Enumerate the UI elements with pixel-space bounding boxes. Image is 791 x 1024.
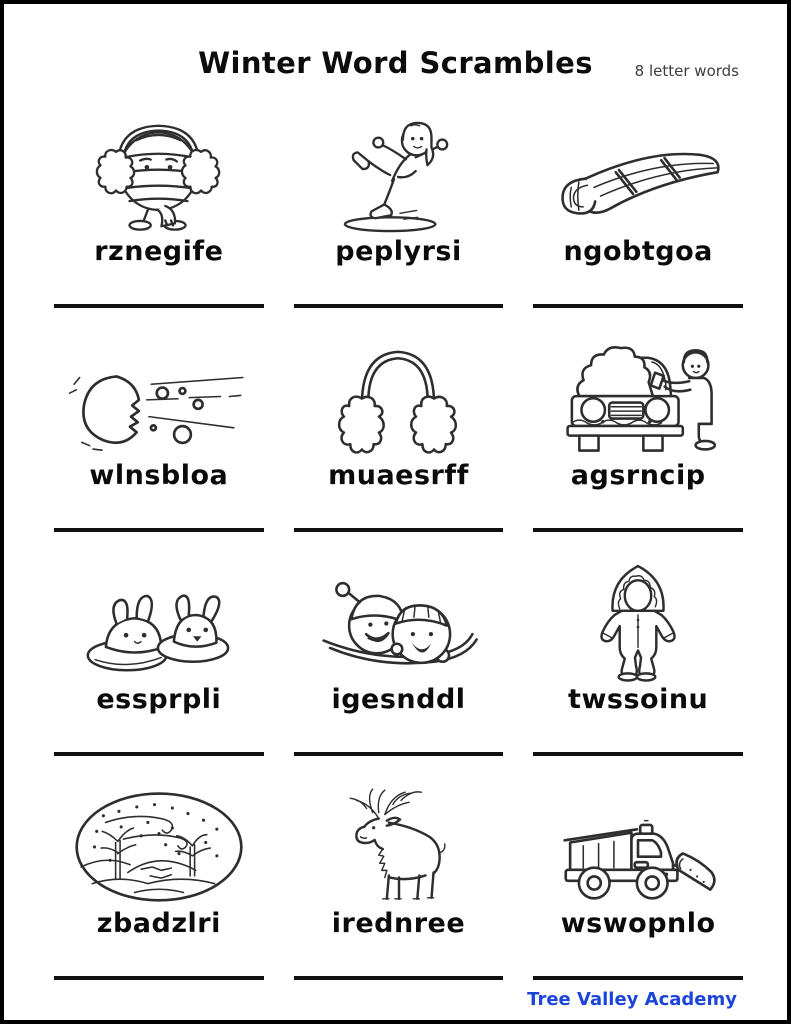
scrambled-word: zbadzlri [96,908,221,939]
snowplow-icon [550,772,726,906]
answer-line [533,976,743,980]
blizzard-icon [70,772,248,906]
scrambled-word: muaesrff [328,460,469,491]
puzzle-grid [4,100,787,996]
snowsuit-icon [577,548,699,682]
scrambled-word: wlnsbloa [89,460,229,491]
scrambled-word: essprpli [96,684,222,715]
freezing-person-icon [86,100,231,234]
slipping-girl-icon [323,100,473,234]
scrambled-word: wswopnlo [560,908,716,939]
puzzle-cell [54,548,264,772]
bunny-slippers-icon [74,548,244,682]
scrambled-word: rznegife [94,236,224,267]
answer-line [533,304,743,308]
answer-line [54,752,264,756]
puzzle-cell [294,100,504,324]
puzzle-cell [533,100,743,324]
answer-line [533,528,743,532]
answer-line [294,304,504,308]
answer-line [294,528,504,532]
answer-line [294,752,504,756]
reindeer-icon [332,772,464,906]
puzzle-cell [533,324,743,548]
puzzle-cell [54,100,264,324]
answer-line [294,976,504,980]
puzzle-cell [294,324,504,548]
scrambled-word: agsrncip [570,460,706,491]
worksheet-header [4,4,787,96]
puzzle-cell [54,772,264,996]
toboggan-icon [546,100,731,234]
puzzle-cell [533,772,743,996]
page-title: Winter Word Scrambles [198,46,593,80]
scrambled-word: irednree [331,908,466,939]
puzzle-cell [533,548,743,772]
answer-line [54,528,264,532]
word-length-note: 8 letter words [634,62,739,80]
snowball-icon [64,324,254,458]
sledding-kids-icon [313,548,483,682]
answer-line [54,976,264,980]
earmuffs-icon [329,324,467,458]
answer-line [54,304,264,308]
scrambled-word: peplyrsi [335,236,462,267]
puzzle-cell [54,324,264,548]
car-scraping-icon [558,324,718,458]
answer-line [533,752,743,756]
scrambled-word: twssoinu [568,684,709,715]
brand-name: Tree Valley Academy [527,989,737,1010]
scrambled-word: ngobtgoa [563,236,713,267]
scrambled-word: igesnddl [331,684,466,715]
puzzle-cell [294,548,504,772]
puzzle-cell [294,772,504,996]
